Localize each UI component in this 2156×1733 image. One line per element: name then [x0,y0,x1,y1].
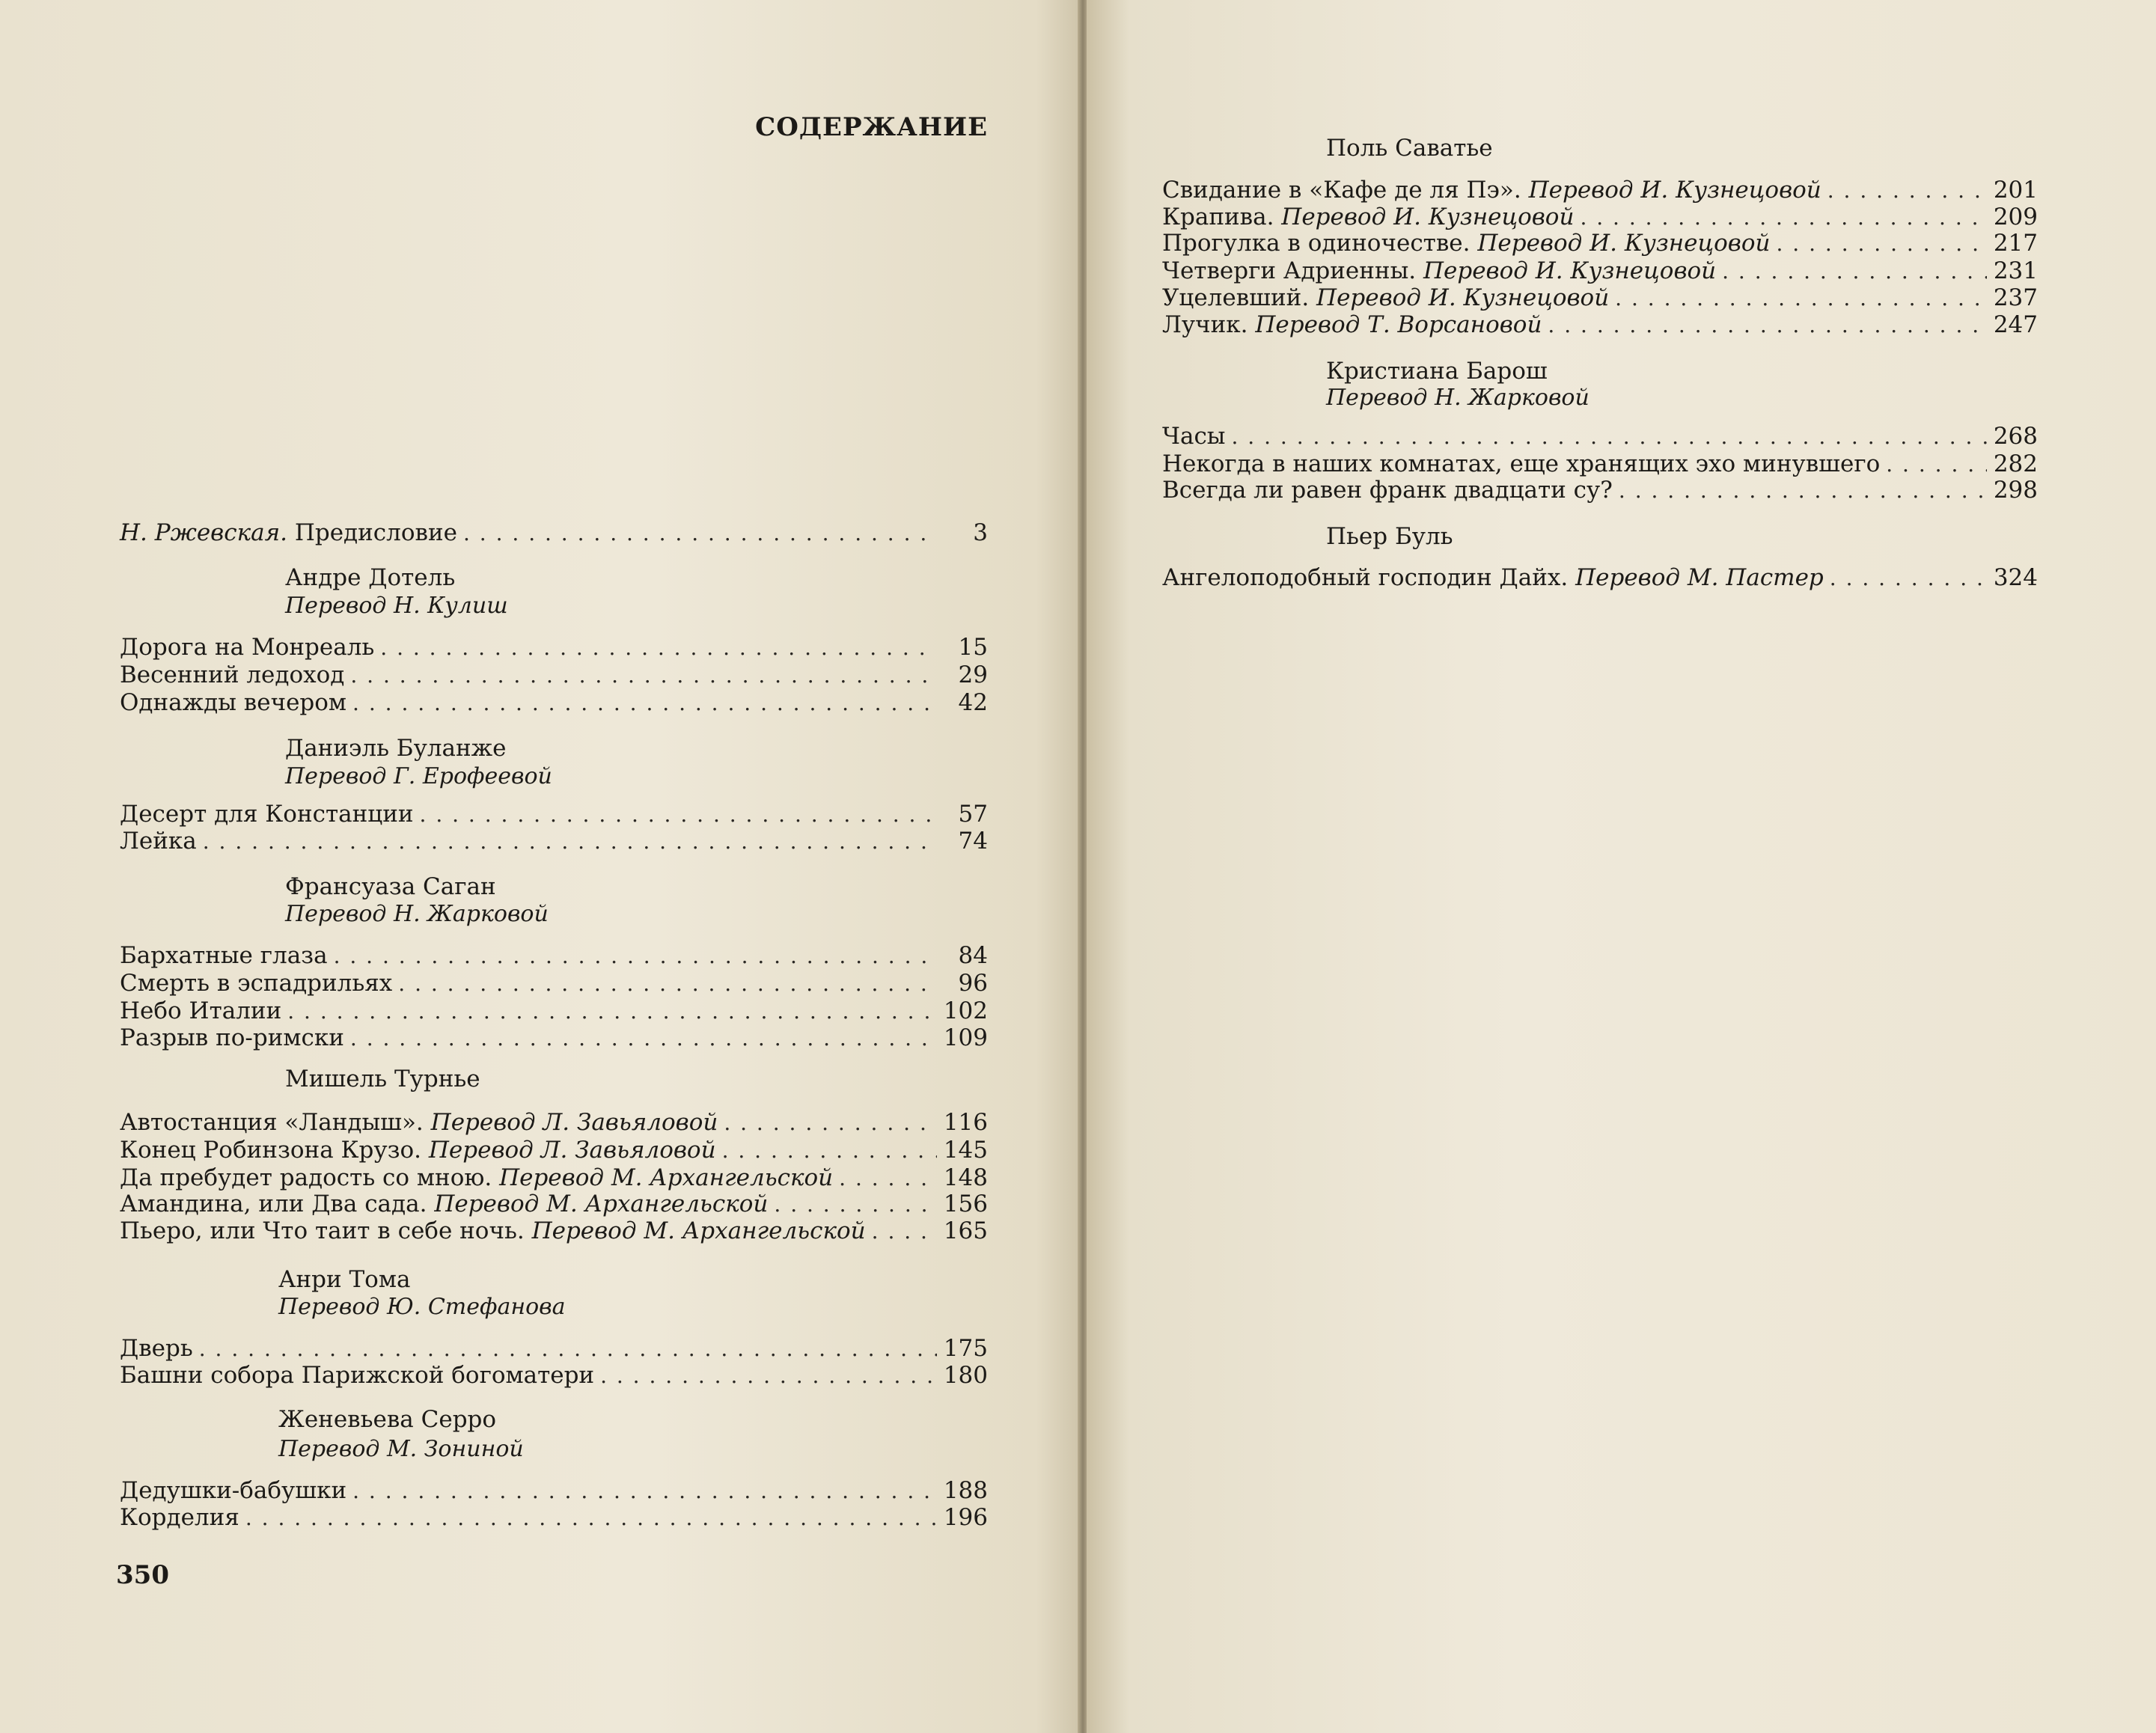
right-page [1087,0,2156,1733]
toc-entry[interactable] [1162,563,2038,593]
entry-title: Дедушки-бабушки [120,1477,347,1504]
page-ref: 282 [1993,450,2038,477]
leader-dots [287,997,937,1027]
toc-entry[interactable] [1162,202,2038,232]
page-ref: 3 [973,519,988,546]
leader-dots [1548,311,1987,340]
toc-entry-preface[interactable] [120,518,988,548]
entry-title: Башни собора Парижской богоматери [120,1362,595,1389]
toc-entry[interactable] [120,1189,988,1219]
toc-entry[interactable] [1162,175,2038,205]
entry-translator: Перевод М. Архангельской [434,1191,769,1217]
section-translator: Перевод Ю. Стефанова [278,1294,566,1320]
leader-dots [350,1024,937,1054]
toc-entry[interactable] [120,941,988,971]
entry-title: Конец Робинзона Крузо. [120,1137,422,1164]
leader-dots [1830,563,1987,593]
toc-entry[interactable] [120,1216,988,1246]
page-ref: 298 [1993,477,2038,504]
section-translator: Перевод Н. Кулиш [285,593,508,619]
toc-entry[interactable] [120,688,988,718]
entry-title: Бархатные глаза [120,942,328,969]
toc-entry[interactable] [120,632,988,662]
entry-title: Десерт для Констанции [120,801,414,828]
entry-translator: Перевод Л. Завьяловой [428,1137,716,1164]
leader-dots [722,1136,937,1166]
toc-entry[interactable] [120,1360,988,1390]
entry-title: Пьеро, или Что таит в себе ночь. [120,1217,525,1244]
entry-title: Некогда в наших комнатах, еще хранящих эхо минувшего [1162,450,1881,477]
page-ref: 268 [1993,423,2038,450]
entry-title: Амандина, или Два сада. [120,1191,427,1217]
page-ref: 196 [943,1504,988,1531]
entry-title: Лейка [120,828,197,855]
entry-title: Часы [1162,423,1226,450]
page-ref: 209 [1993,204,2038,230]
page-ref: 15 [958,634,988,661]
toc-entry[interactable] [1162,449,2038,479]
leader-dots [774,1190,937,1220]
leader-dots [350,661,937,691]
entry-title: Четверги Адриенны. [1162,257,1417,284]
toc-entry[interactable] [120,1163,988,1193]
leader-dots [600,1361,937,1391]
preface-title: Предисловие [294,519,457,546]
leader-dots [380,633,937,663]
leader-dots [352,1476,937,1506]
entry-translator: Перевод М. Пастер [1575,564,1824,591]
toc-entry[interactable] [120,1503,988,1532]
toc-entry[interactable] [120,996,988,1026]
preface-author: Н. Ржевская. [120,519,287,546]
entry-title: Однажды вечером [120,689,347,716]
section-author: Даниэль Буланже [285,735,507,762]
toc-entry[interactable] [120,799,988,829]
entry-translator: Перевод И. Кузнецовой [1281,204,1575,230]
section-translator: Перевод Г. Ерофеевой [285,763,552,789]
section-translator: Перевод Н. Жарковой [285,901,549,927]
page-number: 350 [116,1560,169,1590]
section-author: Анри Тома [278,1266,411,1293]
section-author: Поль Саватье [1326,135,1493,162]
page-ref: 324 [1993,564,2038,591]
entry-title: Ангелоподобный господин Дайх. [1162,564,1569,591]
toc-entry[interactable] [1162,228,2038,258]
leader-dots [1619,476,1987,506]
leader-dots [1776,229,1987,259]
page-ref: 145 [943,1137,988,1164]
section-author: Женевьева Серро [278,1406,497,1433]
toc-entry[interactable] [1162,421,2038,451]
page-ref: 74 [958,828,988,855]
entry-title: Автостанция «Ландыш». [120,1109,424,1136]
entry-translator: Перевод Л. Завьяловой [430,1109,718,1136]
toc-entry[interactable] [1162,283,2038,313]
page-ref: 148 [943,1164,988,1191]
section-author: Мишель Турнье [285,1066,480,1092]
toc-entry[interactable] [120,1107,988,1137]
page-ref: 188 [943,1477,988,1504]
page-ref: 237 [1993,284,2038,311]
leader-dots [199,1334,937,1364]
entry-title: Крапива. [1162,204,1274,230]
leader-dots [203,827,937,857]
leader-dots [352,688,937,718]
leader-dots [1827,176,1987,206]
entry-title: Дверь [120,1335,193,1362]
section-author: Кристиана Барош [1326,358,1548,385]
page-ref: 156 [943,1191,988,1217]
toc-entry[interactable] [1162,256,2038,286]
entry-title: Разрыв по-римски [120,1024,344,1051]
toc-entry[interactable] [120,1333,988,1363]
page-ref: 116 [943,1109,988,1136]
page-ref: 84 [958,942,988,969]
page-ref: 109 [943,1024,988,1051]
entry-title: Да пребудет радость со мною. [120,1164,492,1191]
entry-translator: Перевод М. Архангельской [499,1164,834,1191]
leader-dots [334,941,937,971]
toc-entry[interactable] [120,968,988,998]
section-author: Франсуаза Саган [285,873,496,900]
leader-dots [398,969,937,999]
leader-dots [420,800,937,830]
section-author: Пьер Буль [1326,523,1453,550]
entry-translator: Перевод И. Кузнецовой [1477,230,1771,257]
toc-entry[interactable] [1162,310,2038,340]
toc-entry[interactable] [120,1023,988,1053]
leader-dots [463,519,937,548]
page-ref: 102 [943,997,988,1024]
entry-title: Корделия [120,1504,239,1531]
entry-translator: Перевод М. Архангельской [531,1217,866,1244]
entry-translator: Перевод Т. Ворсановой [1255,311,1542,338]
page-ref: 175 [943,1335,988,1362]
contents-heading: СОДЕРЖАНИЕ [755,112,988,142]
page-ref: 42 [958,689,988,716]
section-author: Андре Дотель [285,564,456,591]
leader-dots [1615,284,1987,314]
entry-title: Небо Италии [120,997,282,1024]
page-ref: 201 [1993,177,2038,204]
leader-dots [1722,257,1987,287]
entry-translator: Перевод И. Кузнецовой [1528,177,1821,204]
entry-title: Весенний ледоход [120,661,345,688]
entry-translator: Перевод И. Кузнецовой [1423,257,1717,284]
entry-title: Всегда ли равен франк двадцати су? [1162,477,1613,504]
entry-title: Прогулка в одиночестве. [1162,230,1471,257]
toc-entry[interactable] [120,660,988,690]
toc-entry[interactable] [120,826,988,856]
leader-dots [1231,422,1987,452]
page-ref: 217 [1993,230,2038,257]
page-ref: 165 [943,1217,988,1244]
entry-title: Уцелевший. [1162,284,1310,311]
section-translator: Перевод М. Зониной [278,1436,524,1462]
page-ref: 247 [1993,311,2038,338]
toc-entry[interactable] [1162,475,2038,505]
page-ref: 231 [1993,257,2038,284]
entry-title: Лучик. [1162,311,1248,338]
entry-title: Дорога на Монреаль [120,634,375,661]
entry-translator: Перевод И. Кузнецовой [1316,284,1610,311]
entry-title: Свидание в «Кафе де ля Пэ». [1162,177,1521,204]
page-ref: 29 [958,661,988,688]
page-ref: 180 [943,1362,988,1389]
leader-dots [724,1108,937,1138]
leader-dots [872,1217,937,1247]
page-ref: 96 [958,970,988,997]
entry-title: Смерть в эспадрильях [120,970,393,997]
toc-entry[interactable] [120,1135,988,1165]
section-translator: Перевод Н. Жарковой [1326,385,1589,411]
page-ref: 57 [958,801,988,828]
leader-dots [245,1503,937,1533]
toc-entry[interactable] [120,1476,988,1506]
